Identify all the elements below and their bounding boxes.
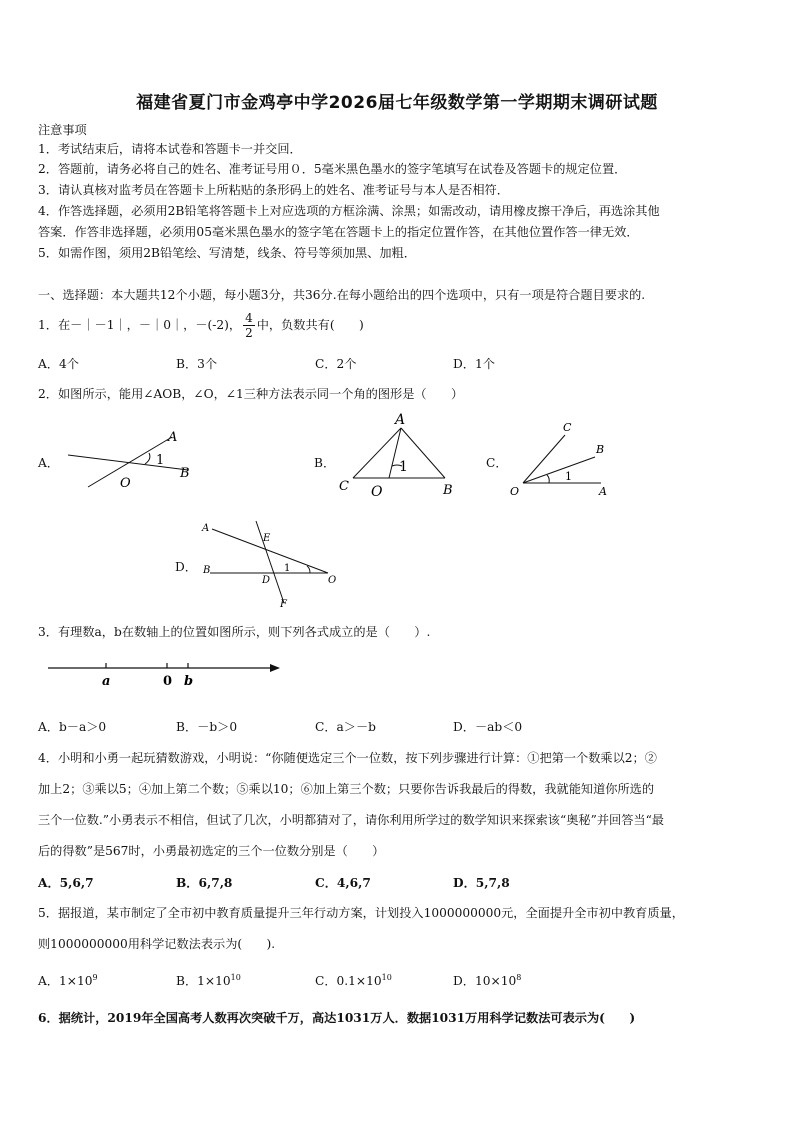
notice-item: 1．考试结束后，请将本试卷和答题卡一并交回． <box>38 142 302 156</box>
question-6-stem: 6．据统计，2019年全国高考人数再次突破千万，高达1031万人．数据1031万用科学记数法可表示为( ) <box>38 1011 636 1025</box>
fig-a-label-b: B <box>180 466 190 481</box>
q4-option-c: C．4,6,7 <box>315 876 371 890</box>
question-4-line: 加上2；③乘以5；④加上第二个数；⑤乘以10；⑥加上第三个数；只要你告诉我最后的得数，我就能知道你所选的 <box>38 782 655 796</box>
q1-option-c: C．2个 <box>315 357 357 371</box>
q2-option-c-label: C． <box>486 456 508 470</box>
q3-option-b: B．－b＞0 <box>176 720 238 734</box>
axis-label-zero: 0 <box>163 674 173 689</box>
fig-c-label-a: A <box>599 485 607 498</box>
q5-option-c-label: C． <box>315 974 337 988</box>
q1-suffix: 中，负数共有( ) <box>256 318 364 332</box>
q5-option-d-base: 10×10 <box>474 974 517 988</box>
fig-a-label-1: 1 <box>156 453 165 468</box>
q5-option-c <box>315 972 392 989</box>
q2-option-b-label: B． <box>314 456 336 470</box>
q2-figure-b <box>335 410 465 500</box>
q2-figure-d <box>198 515 348 615</box>
q1-frac-den: 2 <box>245 326 253 340</box>
q5-option-d-label: D． <box>453 974 475 988</box>
q5-option-d-exp: 8 <box>516 972 522 982</box>
q5-option-b-exp: 10 <box>230 972 241 982</box>
fig-d-label-o: O <box>328 575 337 586</box>
notice-item: 3．请认真核对监考员在答题卡上所粘贴的条形码上的姓名、准考证号与本人是否相符． <box>38 183 509 197</box>
q3-option-d: D．－ab＜0 <box>453 720 523 734</box>
fig-b-label-b: B <box>443 483 453 498</box>
q2-figure-a <box>60 425 210 495</box>
q5-option-b-base: 1×10 <box>197 974 231 988</box>
section-heading: 一、选择题：本大题共12个小题，每小题3分，共36分.在每小题给出的四个选项中，只有一项是符合题目要求的. <box>38 288 646 302</box>
notice-item: 2．答题前，请务必将自己的姓名、准考证号用０．5毫米黑色墨水的签字笔填写在试卷及答题卡的规定位置． <box>38 162 627 176</box>
q4-option-d: D．5,7,8 <box>453 876 510 890</box>
fig-c-label-c: C <box>563 421 572 434</box>
q5-option-d <box>453 972 521 989</box>
question-5-line: 5．据报道，某市制定了全市初中教育质量提升三年行动方案，计划投入1000000000元，全面提升全市初中教育质量， <box>38 906 684 920</box>
fig-d-label-f: F <box>280 599 287 610</box>
q3-option-c: C．a＞－b <box>315 720 376 734</box>
q1-frac-num: 4 <box>245 311 253 325</box>
q5-option-a <box>38 972 98 989</box>
notice-heading: 注意事项 <box>38 123 87 137</box>
question-2-stem: 2．如图所示，能用∠AOB，∠O，∠1三种方法表示同一个角的图形是（ ） <box>38 387 464 401</box>
question-4-line: 三个一位数.”小勇表示不相信，但试了几次，小明都猜对了，请你利用所学过的数学知识来探索该“奥秘”并回答当“最 <box>38 813 664 827</box>
q1-fraction <box>243 311 255 340</box>
q5-option-a-exp: 9 <box>92 972 98 982</box>
fig-b-label-1: 1 <box>399 459 408 475</box>
q3-number-line <box>42 655 287 689</box>
question-4-line: 4．小明和小勇一起玩猜数游戏，小明说：“你随便选定三个一位数，按下列步骤进行计算：①把第一个数乘以2；② <box>38 751 657 765</box>
fig-a-label-o: O <box>120 476 131 491</box>
fig-d-label-a: A <box>202 523 210 534</box>
q5-option-b-label: B． <box>176 974 198 988</box>
q2-option-a-label: A． <box>38 456 59 470</box>
axis-label-a: a <box>102 674 111 689</box>
notice-item: 5．如需作图，须用2B铅笔绘、写清楚，线条、符号等须加黑、加粗． <box>38 246 416 260</box>
q4-option-a: A．5,6,7 <box>38 876 94 890</box>
q5-option-c-base: 0.1×10 <box>336 974 382 988</box>
fig-d-label-1: 1 <box>284 563 291 574</box>
fig-b-label-c: C <box>339 479 349 494</box>
axis-label-b: b <box>184 674 194 689</box>
notice-item: 4．作答选择题，必须用2B铅笔将答题卡上对应选项的方框涂满、涂黑；如需改动，请用橡皮擦干净后，再选涂其他 <box>38 204 660 218</box>
q5-option-c-exp: 10 <box>381 972 392 982</box>
q5-option-a-base: 1×10 <box>59 974 93 988</box>
fig-c-label-1: 1 <box>565 470 572 483</box>
page-title: 福建省夏门市金鸡亭中学2026届七年级数学第一学期期末调研试题 <box>136 93 658 113</box>
q1-option-b: B．3个 <box>176 357 218 371</box>
question-5-line: 则1000000000用科学记数法表示为( ). <box>38 937 276 951</box>
question-3-stem: 3．有理数a，b在数轴上的位置如图所示，则下列各式成立的是（ ）. <box>38 625 431 639</box>
fig-d-label-e: E <box>263 533 271 544</box>
question-1-stem <box>38 310 364 340</box>
notice-item: 答案．作答非选择题，必须用05毫米黑色墨水的签字笔在答题卡上的指定位置作答，在其他位置作答一律无效． <box>38 225 639 239</box>
q4-option-b: B．6,7,8 <box>176 876 233 890</box>
q2-figure-c <box>505 415 625 505</box>
q1-prefix: 1．在－｜－1｜，－｜0｜，－(-2)， <box>38 318 242 332</box>
q1-option-d: D．1个 <box>453 357 495 371</box>
fig-b-label-a: A <box>395 412 406 428</box>
q2-option-d-label: D． <box>175 560 197 574</box>
fig-b-label-o: O <box>371 484 383 500</box>
q3-option-a: A．b－a＞0 <box>38 720 107 734</box>
q1-option-a: A．4个 <box>38 357 79 371</box>
fig-c-label-o: O <box>510 485 520 498</box>
question-4-line: 后的得数”是567时，小勇最初选定的三个一位数分别是（ ） <box>38 844 385 858</box>
fig-d-label-d: D <box>262 575 271 586</box>
fig-c-label-b: B <box>596 443 605 456</box>
q5-option-b <box>176 972 241 989</box>
fig-a-label-a: A <box>168 430 178 445</box>
fig-d-label-b: B <box>203 565 211 576</box>
q5-option-a-label: A． <box>38 974 59 988</box>
